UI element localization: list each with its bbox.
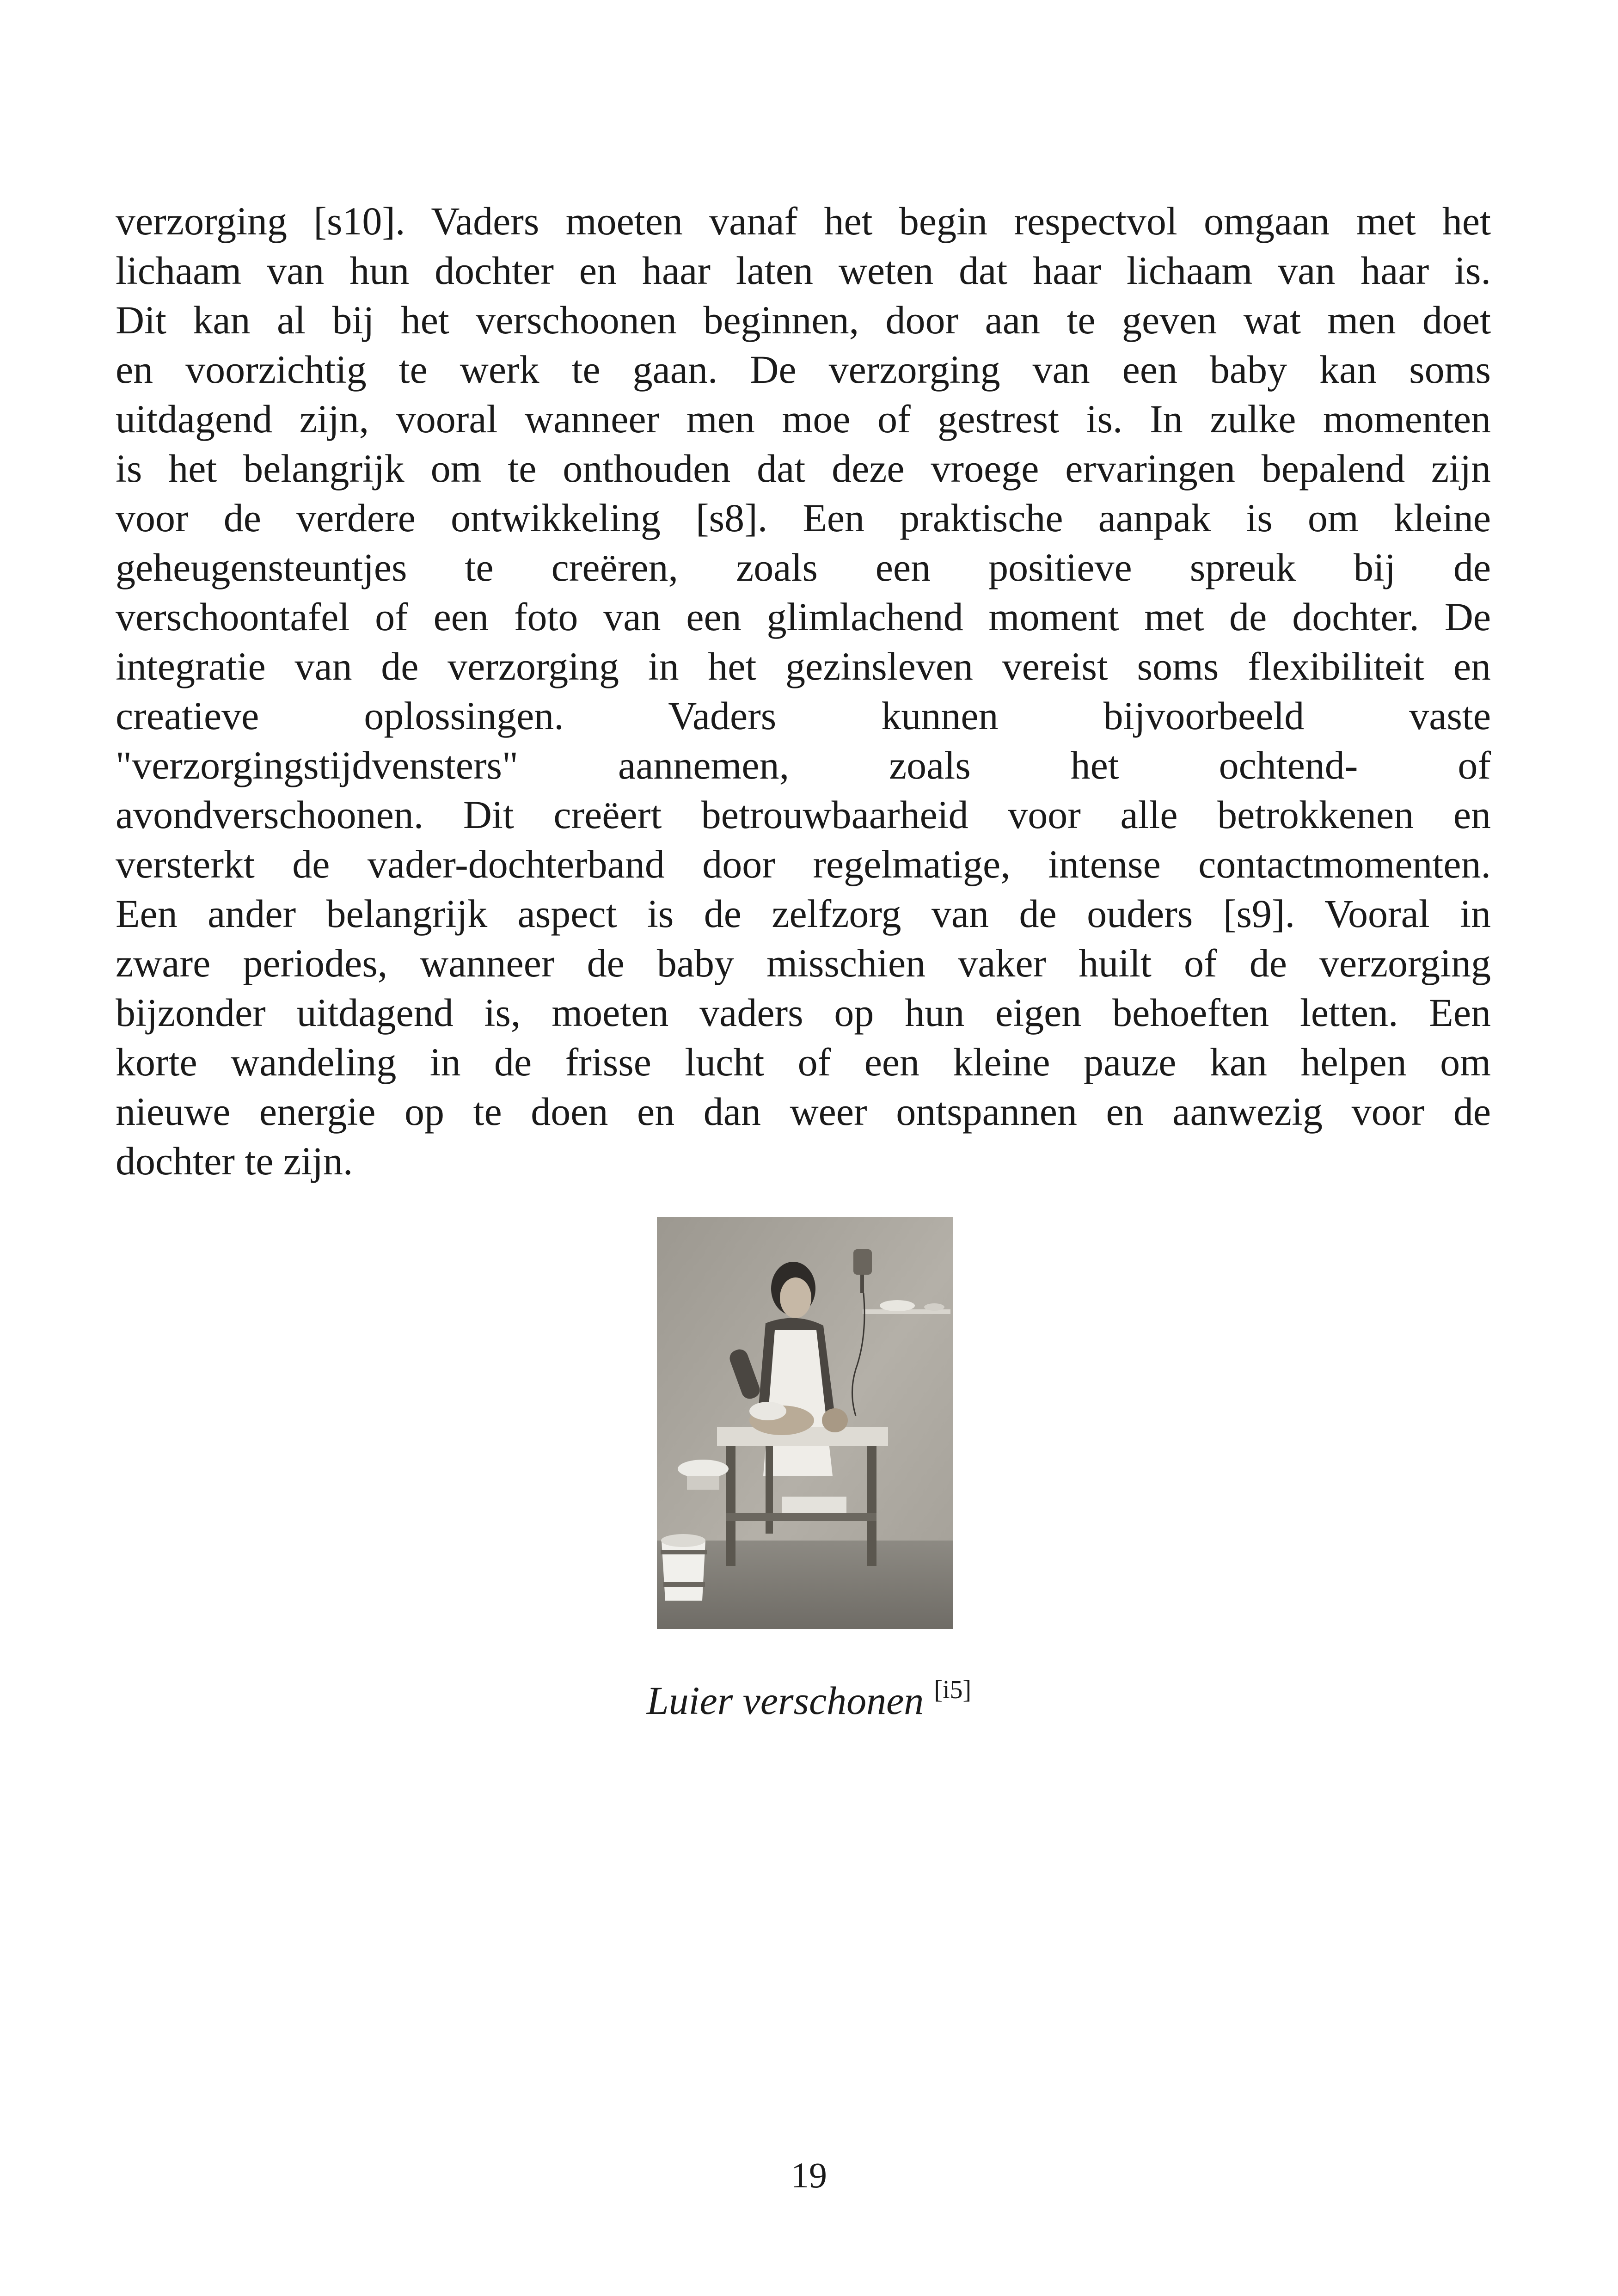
figure-caption — [0, 1664, 1618, 1726]
text-line: zware periodes, wanneer de baby misschien vaker huilt of de verzorging — [116, 941, 1491, 985]
diaper-changing-photo — [657, 1217, 953, 1629]
text-line: is het belangrijk om te onthouden dat deze vroege ervaringen bepalend zijn — [116, 446, 1491, 491]
photo-illustration — [657, 1217, 953, 1629]
caption-reference: [i5] — [934, 1676, 972, 1704]
text-line: bijzonder uitdagend is, moeten vaders op hun eigen behoeften letten. Een — [116, 990, 1491, 1035]
text-line: versterkt de vader-dochterband door regelmatige, intense contactmomenten. — [116, 842, 1491, 886]
text-line: "verzorgingstijdvensters" aannemen, zoals het ochtend- of — [116, 743, 1491, 787]
text-line: voor de verdere ontwikkeling [s8]. Een praktische aanpak is om kleine — [116, 496, 1491, 540]
body-paragraph — [116, 196, 1491, 1186]
text-line: en voorzichtig te werk te gaan. De verzorging van een baby kan soms — [116, 347, 1491, 392]
caption-text: Luier verschonen — [646, 1678, 924, 1723]
text-line: lichaam van hun dochter en haar laten weten dat haar lichaam van haar is. — [116, 248, 1491, 293]
text-line: dochter te zijn. — [116, 1139, 353, 1183]
text-line: geheugensteuntjes te creëren, zoals een positieve spreuk bij de — [116, 545, 1491, 589]
text-line: creatieve oplossingen. Vaders kunnen bijvoorbeeld vaste — [116, 694, 1491, 738]
text-line: uitdagend zijn, vooral wanneer men moe of gestrest is. In zulke momenten — [116, 397, 1491, 441]
text-line: integratie van de verzorging in het gezinsleven vereist soms flexibiliteit en — [116, 644, 1491, 688]
text-line: verzorging [s10]. Vaders moeten vanaf het begin respectvol omgaan met het — [116, 199, 1491, 243]
text-line: Dit kan al bij het verschoonen beginnen, door aan te geven wat men doet — [116, 298, 1491, 342]
page-number: 19 — [791, 2155, 827, 2195]
text-line: Een ander belangrijk aspect is de zelfzorg van de ouders [s9]. Vooral in — [116, 891, 1491, 936]
text-line: korte wandeling in de frisse lucht of een kleine pauze kan helpen om — [116, 1040, 1491, 1084]
text-line: avondverschoonen. Dit creëert betrouwbaarheid voor alle betrokkenen en — [116, 792, 1491, 837]
text-line: nieuwe energie op te doen en dan weer ontspannen en aanwezig voor de — [116, 1089, 1491, 1134]
text-line: verschoontafel of een foto van een glimlachend moment met de dochter. De — [116, 595, 1491, 639]
